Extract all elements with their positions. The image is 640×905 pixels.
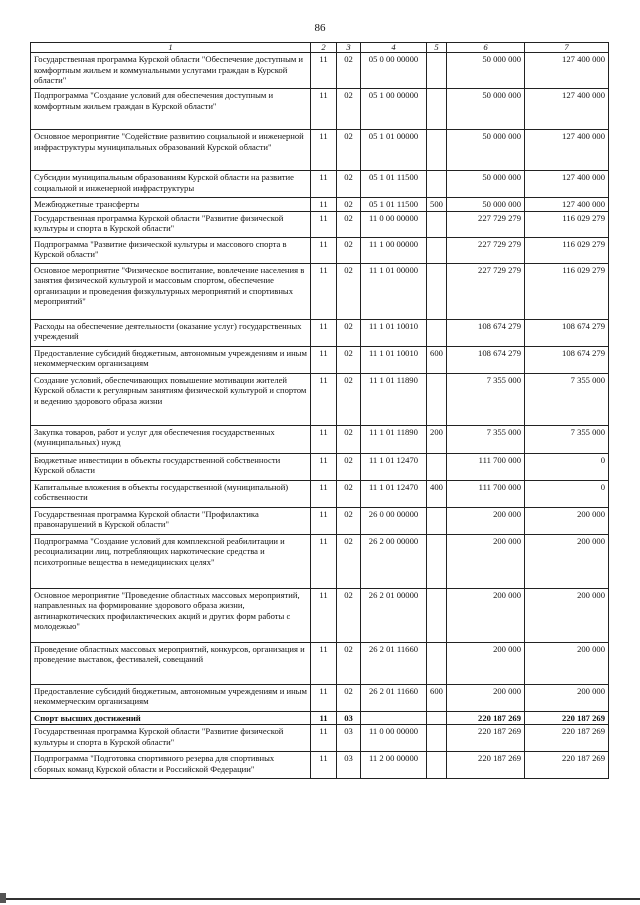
row-subsection-code: 02: [337, 263, 361, 319]
table-row: [31, 198, 609, 212]
row-section-code: 11: [311, 752, 337, 779]
table-row: [31, 684, 609, 711]
row-amount-col6: 200 000: [447, 684, 525, 711]
row-target-article: 11 0 00 00000: [361, 211, 427, 237]
table-row: [31, 725, 609, 752]
table-row: [31, 534, 609, 588]
row-subsection-code: 02: [337, 319, 361, 346]
row-name: Государственная программа Курской области "Развитие физической культуры и спорта в Курской области": [31, 725, 311, 752]
row-expense-type: [427, 263, 447, 319]
row-amount-col6: 111 700 000: [447, 480, 525, 507]
row-amount-col6: 220 187 269: [447, 752, 525, 779]
table-row: [31, 453, 609, 480]
bottom-rule: [0, 898, 640, 900]
row-name: Предоставление субсидий бюджетным, автономным учреждениям и иным некоммерческим организациям: [31, 684, 311, 711]
row-amount-col6: 111 700 000: [447, 453, 525, 480]
col-header-4: 4: [361, 43, 427, 53]
row-amount-col7: 200 000: [525, 684, 609, 711]
row-subsection-code: 03: [337, 711, 361, 725]
row-amount-col7: 200 000: [525, 642, 609, 684]
row-subsection-code: 03: [337, 725, 361, 752]
row-section-code: 11: [311, 453, 337, 480]
row-name: Подпрограмма "Создание условий для обеспечения доступным и комфортным жильем граждан в Курской области": [31, 89, 311, 130]
row-target-article: 26 2 01 11660: [361, 642, 427, 684]
row-name: Спорт высших достижений: [31, 711, 311, 725]
row-subsection-code: 03: [337, 752, 361, 779]
row-target-article: 11 1 01 10010: [361, 319, 427, 346]
row-target-article: 05 1 01 00000: [361, 130, 427, 171]
table-row: [31, 319, 609, 346]
row-subsection-code: 02: [337, 588, 361, 642]
row-section-code: 11: [311, 642, 337, 684]
row-amount-col6: 227 729 279: [447, 263, 525, 319]
row-name: Капитальные вложения в объекты государственной (муниципальной) собственности: [31, 480, 311, 507]
row-name: Подпрограмма "Создание условий для комплексной реабилитации и ресоциализации лиц, потребляющих наркотические средства и психотропные вещества в немедицинских целях": [31, 534, 311, 588]
row-name: Государственная программа Курской области "Развитие физической культуры и спорта в Курской области": [31, 211, 311, 237]
row-section-code: 11: [311, 534, 337, 588]
row-section-code: 11: [311, 211, 337, 237]
row-amount-col7: 220 187 269: [525, 725, 609, 752]
row-amount-col7: 200 000: [525, 588, 609, 642]
row-amount-col6: 7 355 000: [447, 373, 525, 425]
col-header-1: 1: [31, 43, 311, 53]
row-target-article: 26 0 00 00000: [361, 507, 427, 534]
row-expense-type: [427, 237, 447, 263]
row-amount-col6: 200 000: [447, 507, 525, 534]
row-section-code: 11: [311, 237, 337, 263]
row-amount-col7: 220 187 269: [525, 711, 609, 725]
row-expense-type: 400: [427, 480, 447, 507]
row-expense-type: [427, 453, 447, 480]
row-amount-col7: 127 400 000: [525, 89, 609, 130]
row-expense-type: [427, 534, 447, 588]
table-row: [31, 53, 609, 89]
table-row: [31, 711, 609, 725]
row-name: Закупка товаров, работ и услуг для обеспечения государственных (муниципальных) нужд: [31, 425, 311, 453]
row-amount-col7: 200 000: [525, 534, 609, 588]
row-amount-col7: 127 400 000: [525, 53, 609, 89]
row-target-article: 11 1 01 12470: [361, 453, 427, 480]
row-amount-col6: 108 674 279: [447, 319, 525, 346]
row-section-code: 11: [311, 480, 337, 507]
row-name: Основное мероприятие "Содействие развитию социальной и инженерной инфраструктуры муниципальных образований Курской области": [31, 130, 311, 171]
row-amount-col7: 127 400 000: [525, 198, 609, 212]
row-amount-col6: 50 000 000: [447, 89, 525, 130]
row-subsection-code: 02: [337, 237, 361, 263]
table-row: [31, 211, 609, 237]
row-subsection-code: 02: [337, 373, 361, 425]
row-section-code: 11: [311, 588, 337, 642]
table-row: [31, 263, 609, 319]
row-amount-col7: 0: [525, 453, 609, 480]
row-amount-col6: 50 000 000: [447, 53, 525, 89]
row-target-article: 11 1 01 10010: [361, 346, 427, 373]
table-row: [31, 373, 609, 425]
row-amount-col7: 116 029 279: [525, 263, 609, 319]
row-name: Основное мероприятие "Физическое воспитание, вовлечение населения в занятия физической культурой и массовым спортом, обеспечение организации и проведения физкультурных мероприятий и спортивных мероприятий": [31, 263, 311, 319]
row-amount-col7: 7 355 000: [525, 425, 609, 453]
row-name: Государственная программа Курской области "Обеспечение доступным и комфортным жильем и коммунальными услугами граждан в Курской области": [31, 53, 311, 89]
row-target-article: 26 2 00 00000: [361, 534, 427, 588]
table-row: [31, 346, 609, 373]
row-expense-type: [427, 642, 447, 684]
row-amount-col7: 0: [525, 480, 609, 507]
row-expense-type: [427, 373, 447, 425]
row-subsection-code: 02: [337, 507, 361, 534]
row-subsection-code: 02: [337, 425, 361, 453]
row-amount-col7: 220 187 269: [525, 752, 609, 779]
row-target-article: 26 2 01 00000: [361, 588, 427, 642]
row-target-article: [361, 711, 427, 725]
row-section-code: 11: [311, 171, 337, 198]
row-section-code: 11: [311, 130, 337, 171]
row-expense-type: 600: [427, 346, 447, 373]
table-row: [31, 171, 609, 198]
row-name: Проведение областных массовых мероприятий, конкурсов, организация и проведение выставок, фестивалей, совещаний: [31, 642, 311, 684]
row-amount-col7: 108 674 279: [525, 319, 609, 346]
row-amount-col6: 7 355 000: [447, 425, 525, 453]
row-expense-type: [427, 507, 447, 534]
budget-table: [30, 42, 609, 779]
col-header-7: 7: [525, 43, 609, 53]
table-row: [31, 89, 609, 130]
row-expense-type: [427, 711, 447, 725]
table-row: [31, 642, 609, 684]
row-subsection-code: 02: [337, 534, 361, 588]
row-name: Межбюджетные трансферты: [31, 198, 311, 212]
row-expense-type: [427, 319, 447, 346]
col-header-6: 6: [447, 43, 525, 53]
row-expense-type: [427, 588, 447, 642]
row-section-code: 11: [311, 319, 337, 346]
row-target-article: 11 1 01 00000: [361, 263, 427, 319]
row-name: Бюджетные инвестиции в объекты государственной собственности Курской области: [31, 453, 311, 480]
row-expense-type: [427, 211, 447, 237]
row-target-article: 05 1 01 11500: [361, 198, 427, 212]
row-name: Расходы на обеспечение деятельности (оказание услуг) государственных учреждений: [31, 319, 311, 346]
row-section-code: 11: [311, 711, 337, 725]
row-amount-col6: 50 000 000: [447, 171, 525, 198]
row-amount-col6: 220 187 269: [447, 725, 525, 752]
row-subsection-code: 02: [337, 211, 361, 237]
row-amount-col6: 227 729 279: [447, 211, 525, 237]
row-amount-col7: 7 355 000: [525, 373, 609, 425]
row-target-article: 05 1 01 11500: [361, 171, 427, 198]
row-name: Подпрограмма "Подготовка спортивного резерва для спортивных сборных команд Курской области и Российской Федерации": [31, 752, 311, 779]
row-section-code: 11: [311, 263, 337, 319]
row-subsection-code: 02: [337, 684, 361, 711]
row-amount-col6: 108 674 279: [447, 346, 525, 373]
row-target-article: 26 2 01 11660: [361, 684, 427, 711]
row-name: Государственная программа Курской области "Профилактика правонарушений в Курской области": [31, 507, 311, 534]
row-section-code: 11: [311, 89, 337, 130]
col-header-5: 5: [427, 43, 447, 53]
table-row: [31, 588, 609, 642]
table-row: [31, 507, 609, 534]
row-amount-col6: 200 000: [447, 534, 525, 588]
row-section-code: 11: [311, 53, 337, 89]
row-amount-col7: 116 029 279: [525, 237, 609, 263]
row-expense-type: [427, 53, 447, 89]
row-section-code: 11: [311, 684, 337, 711]
row-target-article: 11 1 01 12470: [361, 480, 427, 507]
row-section-code: 11: [311, 507, 337, 534]
table-row: [31, 480, 609, 507]
row-amount-col6: 200 000: [447, 588, 525, 642]
col-header-3: 3: [337, 43, 361, 53]
row-section-code: 11: [311, 425, 337, 453]
row-subsection-code: 02: [337, 171, 361, 198]
row-expense-type: [427, 725, 447, 752]
column-number-row: [31, 43, 609, 53]
row-subsection-code: 02: [337, 642, 361, 684]
page-number: 86: [314, 22, 326, 34]
row-target-article: 11 1 00 00000: [361, 237, 427, 263]
row-section-code: 11: [311, 725, 337, 752]
row-target-article: 05 1 00 00000: [361, 89, 427, 130]
row-expense-type: [427, 752, 447, 779]
row-name: Субсидии муниципальным образованиям Курской области на развитие социальной и инженерной инфраструктуры: [31, 171, 311, 198]
row-name: Подпрограмма "Развитие физической культуры и массового спорта в Курской области": [31, 237, 311, 263]
row-subsection-code: 02: [337, 346, 361, 373]
row-target-article: 05 0 00 00000: [361, 53, 427, 89]
row-amount-col6: 227 729 279: [447, 237, 525, 263]
row-amount-col7: 116 029 279: [525, 211, 609, 237]
row-target-article: 11 2 00 00000: [361, 752, 427, 779]
row-subsection-code: 02: [337, 53, 361, 89]
row-amount-col7: 108 674 279: [525, 346, 609, 373]
table-row: [31, 130, 609, 171]
row-expense-type: 500: [427, 198, 447, 212]
row-expense-type: [427, 130, 447, 171]
row-name: Предоставление субсидий бюджетным, автономным учреждениям и иным некоммерческим организациям: [31, 346, 311, 373]
row-amount-col7: 127 400 000: [525, 130, 609, 171]
col-header-2: 2: [311, 43, 337, 53]
table-row: [31, 425, 609, 453]
scan-corner-mark: [0, 893, 6, 903]
row-subsection-code: 02: [337, 89, 361, 130]
row-subsection-code: 02: [337, 480, 361, 507]
row-expense-type: [427, 89, 447, 130]
row-expense-type: 600: [427, 684, 447, 711]
row-expense-type: [427, 171, 447, 198]
row-amount-col7: 200 000: [525, 507, 609, 534]
row-expense-type: 200: [427, 425, 447, 453]
row-target-article: 11 1 01 11890: [361, 425, 427, 453]
row-subsection-code: 02: [337, 453, 361, 480]
row-amount-col6: 50 000 000: [447, 130, 525, 171]
row-subsection-code: 02: [337, 198, 361, 212]
row-subsection-code: 02: [337, 130, 361, 171]
table-row: [31, 752, 609, 779]
row-amount-col6: 220 187 269: [447, 711, 525, 725]
row-amount-col6: 50 000 000: [447, 198, 525, 212]
table-row: [31, 237, 609, 263]
row-target-article: 11 0 00 00000: [361, 725, 427, 752]
row-name: Основное мероприятие "Проведение областных массовых мероприятий, направленных на формирование здорового образа жизни, антинаркотических профилактических акций и других форм работы с молодежью": [31, 588, 311, 642]
row-section-code: 11: [311, 198, 337, 212]
row-amount-col6: 200 000: [447, 642, 525, 684]
row-target-article: 11 1 01 11890: [361, 373, 427, 425]
row-section-code: 11: [311, 373, 337, 425]
row-name: Создание условий, обеспечивающих повышение мотивации жителей Курской области к регулярным занятиям физической культурой и спортом и ведению здорового образа жизни: [31, 373, 311, 425]
row-section-code: 11: [311, 346, 337, 373]
row-amount-col7: 127 400 000: [525, 171, 609, 198]
